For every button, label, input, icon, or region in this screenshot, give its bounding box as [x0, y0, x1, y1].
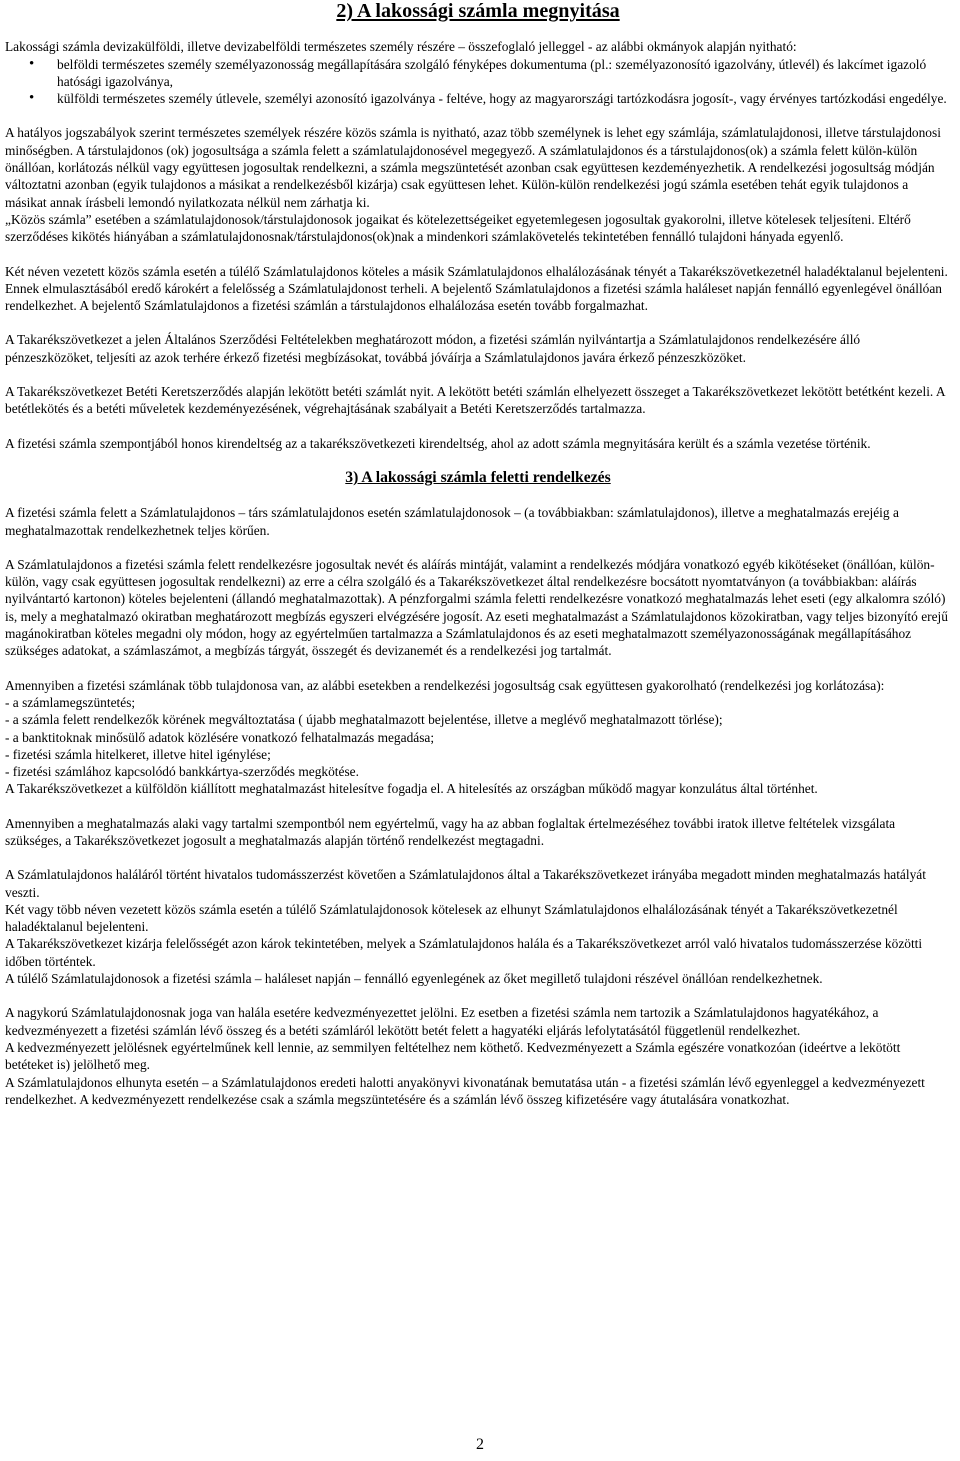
paragraph-authorization: A Számlatulajdonos a fizetési számla felett rendelkezésre jogosultak nevét és aláírás mintáját, valamint a rendelkezés módjára vonatkozó egyéb kikötéseket (önállóan, külön-külön, vagy csak együttesen jogosultak rendelkezni) az erre a célra szolgáló és a Takarékszövetkezet által rendelkezésre bocsátott nyomtatványon (a továbbiakban: aláírás nyilvántartó kartonon) köteles bejelenteni (állandó meghatalmazottak). A pénzforgalmi számla feletti rendelkezésre vonatkozó meghatalmazás lehet eseti (egy alkalomra szóló) is, mely a meghatalmazó okiratban meghatározott megbízás egyszeri elvégzésére jogosít. Az eseti meghatalmazást a Számlatulajdonos közokiratban, vagy teljes bizonyító erejű magánokiratban köteles megadni oly módon, hogy az egyértelműen tartalmazza a Számlatulajdonos és az eseti meghatalmazott személyazonosságának megállapításához szükséges adatokat, a számlaszámot, a megbízás tárgyát, összegét és devizanemét és a rendelkezési jog tartalmát.: [5, 556, 948, 659]
paragraph-ambiguous-authorization: Amennyiben a meghatalmazás alaki vagy tartalmi szempontból nem egyértelmű, vagy ha az abban foglaltak értelmezéséhez további iratok illetve feltételek vizsgálata szükséges, a Takarékszövetkezet jogosult a meghatalmazás alapján történő rendelkezést megtagadni.: [5, 815, 896, 848]
document-list: [5, 56, 951, 108]
list-item: - fizetési számlához kapcsolódó bankkártya-szerződés megkötése.: [5, 764, 359, 780]
paragraph-death-notice: A Számlatulajdonos haláláról történt hivatalos tudomásszerzést követően a Számlatulajdonos által a Takarékszövetkezet irányába megadott minden meghatalmazás hatályát veszti.: [5, 867, 926, 900]
paragraph-disposal-rights: A fizetési számla felett a Számlatulajdonos – társ számlatulajdonos esetén számlatulajdonosok – (a továbbiakban: számlatulajdonos), illetve a meghatalmazás erejéig a meghatalmazottak rendelkezhetnek teljes körűen.: [5, 505, 899, 538]
list-item: - a számla felett rendelkezők körének megváltoztatása ( újabb meghatalmazott bejelentése, illetve a meglévő meghatalmazott törlése);: [5, 712, 723, 728]
section-2-intro: Lakossági számla devizakülföldi, illetve devizabelföldi természetes személy részére – összefoglaló jelleggel - az alábbi okmányok alapján nyitható:: [5, 39, 797, 55]
paragraph-home-branch: A fizetési számla szempontjából honos kirendeltség az a takarékszövetkezeti kirendeltség, ahol az adott számla megnyitására került és a számla vezetése történik.: [5, 435, 871, 451]
paragraph-beneficiary-designation: A kedvezményezett jelölésnek egyértelműnek kell lennie, az semmilyen feltételhez nem köthető. Kedvezményezett a Számla egészére vonatkozóan (ideértve a lekötött betéteket is) jelölhető meg.: [5, 1039, 901, 1073]
section-2-title: 2) A lakossági számla megnyitása: [336, 0, 620, 22]
list-item: - fizetési számla hitelkeret, illetve hitel igénylése;: [5, 746, 271, 762]
page-number: 2: [476, 1436, 484, 1453]
paragraph-joint-account: A hatályos jogszabályok szerint természetes személyek részére közös számla is nyitható, azaz több személynek is lehet egy számlája, számlatulajdonosi, illetve társtulajdonosi minőségben. A társtulajdonos (ok) jogosultsága a számla felett a számlatulajdonosével megegyező. A számlatulajdonos és a társtulajdonos(ok) a számla felett külön-külön önállóan, korlátozás nélkül vagy együttesen jogosultak rendelkezni, a számla megszüntetését azonban csak együttesen kezdeményezhetik. A rendelkezési jogosultság módján változtatni azonban (egyik tulajdonos a másikat a rendelkezésből kizárja) csak együttesen lehet. Külön-külön rendelkezési jogú számla esetében tehát egyik tulajdonos a másikat annak írásbeli lemondó nyilatkozata nélkül nem zárhatja ki.: [5, 125, 941, 210]
list-item: - a számlamegszüntetés;: [5, 694, 136, 710]
paragraph-joint-death-notice: Két vagy több néven vezetett közös számla esetén a túlélő Számlatulajdonosok kötelesek az elhunyt Számlatulajdonos elhalálozásának tényét a Takarékszövetkezetnél haladéktalanul bejelenteni.: [5, 901, 898, 935]
paragraph-account-management: A Takarékszövetkezet a jelen Általános Szerződési Feltételekben meghatározott módon, a fizetési számlán nyilvántartja a Számlatulajdonos rendelkezésére álló pénzeszközöket, teljesíti az azok terhére érkező fizetési megbízásokat, továbbá jóváírja a Számlatulajdonos javára érkező pénzeszközöket.: [5, 332, 861, 365]
list-item: • belföldi természetes személy személyazonosság megállapítására szolgáló fényképes dokumentuma (pl.: személyazonosító igazolvány, útlevél) és lakcímet igazoló hatósági igazolványa,: [57, 56, 951, 91]
paragraph-liability: A Takarékszövetkezet kizárja felelősségét azon károk tekintetében, melyek a Számlatulajdonos halála és a Takarékszövetkezet arról való hivatalos tudomásszerzése közötti időben történtek.: [5, 936, 923, 969]
paragraph-beneficiary: A nagykorú Számlatulajdonosnak joga van halála esetére kedvezményezettet jelölni. Ez esetben a fizetési számla nem tartozik a Számlatulajdonos hagyatékához, a kedvezményezett a fizetési számlán lévő összeg és a betéti számláról lekötött betét felett a hagyatéki eljárás lefolytatásától függetlenül rendelkezhet.: [5, 1005, 879, 1038]
restriction-list: [5, 694, 951, 780]
section-3-title: 3) A lakossági számla feletti rendelkezés: [345, 468, 611, 486]
paragraph-beneficiary-disposal: A Számlatulajdonos elhunyta esetén – a Számlatulajdonos eredeti halotti anyakönyvi kivonatának bemutatása után - a fizetési számlán lévő egyenleggel a kedvezményezett rendelkezhet. A kedvezményezett rendelkezése csak a számla megszüntetésére és a számlán lévő összeg kifizetésére vagy átutalására vonatkozhat.: [5, 1074, 925, 1107]
list-item: • külföldi természetes személy útlevele, személyi azonosító igazolványa - feltéve, hogy az magyarországi tartózkodásra jogosít-, vagy érvényes tartózkodási engedélye.: [57, 90, 951, 107]
paragraph-joint-account-rights: „Közös számla” esetében a számlatulajdonosok/társtulajdonosok jogaikat és kötelezettségeiket egyetemlegesen jogosultak gyakorolni, illetve kötelesek teljesíteni. Eltérő szerződéses kikötés hiányában a számlatulajdonosnak/társtulajdonos(ok)nak a mindenkori számlakövetelés tekintetében fennálló tulajdoni hányada egyenlő.: [5, 211, 911, 245]
list-item: - a banktitoknak minősülő adatok közlésére vonatkozó felhatalmazás megadása;: [5, 729, 435, 745]
paragraph-survivor-balance: A túlélő Számlatulajdonosok a fizetési számla – haláleset napján – fennálló egyenlegének az őket megillető tulajdoni részével önállóan rendelkezhetnek.: [5, 971, 823, 987]
paragraph-restrictions-intro: Amennyiben a fizetési számlának több tulajdonosa van, az alábbi esetekben a rendelkezési jogosultság csak együttesen gyakorolható (rendelkezési jog korlátozása):: [5, 677, 885, 693]
paragraph-deposit: A Takarékszövetkezet Betéti Keretszerződés alapján lekötött betéti számlát nyit. A lekötött betéti számlán elhelyezett összeget a Takarékszövetkezet lekötött betétként kezeli. A betétlekötés és a betéti műveletek kezdeményezésének, végrehajtásának szabályait a Betéti Keretszerződés tartalmazza.: [5, 384, 945, 417]
paragraph-survivor: Két néven vezetett közös számla esetén a túlélő Számlatulajdonos köteles a másik Számlatulajdonos elhalálozásának tényét a Takarékszövetkezetnél haladéktalanul bejelenteni. Ennek elmulasztásából eredő károkért a felelősség a Számlatulajdonost terheli. A bejelentő Számlatulajdonos a fizetési számla haláleset napján fennálló egyenlegével önállóan rendelkezhet. A bejelentő Számlatulajdonos a fizetési számlán a társtulajdonos elhalálozása esetén tovább forgalmazhat.: [5, 263, 948, 314]
paragraph-foreign-authorization: A Takarékszövetkezet a külföldön kiállított meghatalmazást hitelesítve fogadja el. A hitelesítés az országban működő magyar konzulátus által történhet.: [5, 781, 818, 797]
